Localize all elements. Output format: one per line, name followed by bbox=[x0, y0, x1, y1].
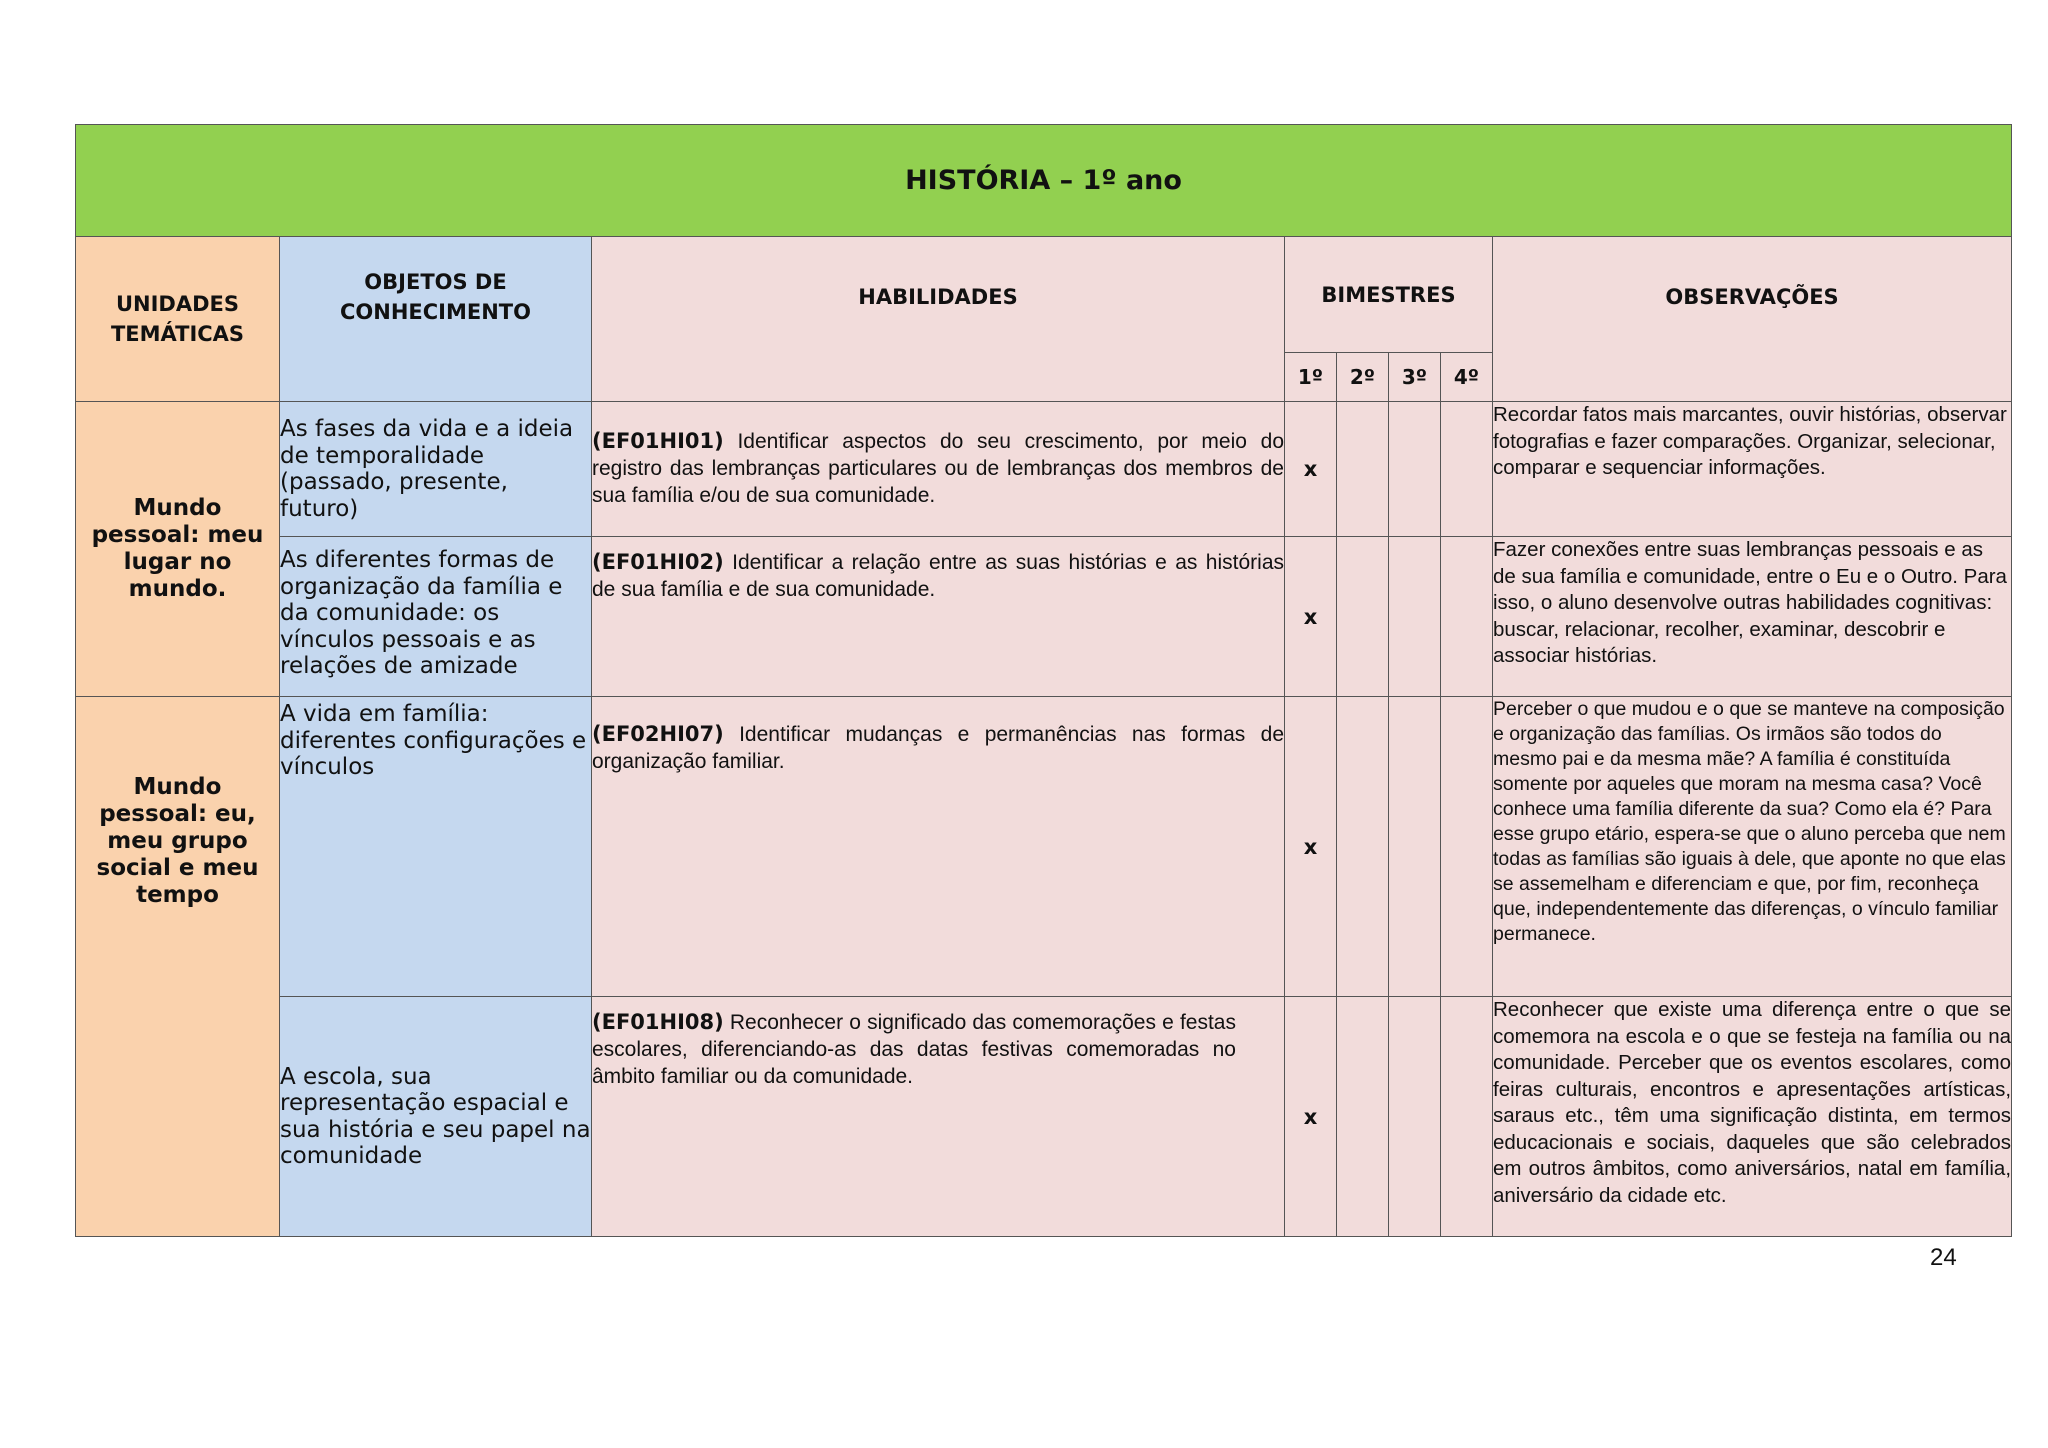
bimestre-3-cell bbox=[1389, 697, 1441, 997]
observacao-cell: Recordar fatos mais marcantes, ouvir histórias, observar fotografias e fazer comparações. Organizar, selecionar, comparar e sequenciar informações. bbox=[1493, 402, 2012, 537]
table-row bbox=[76, 402, 2012, 537]
header-objetos: OBJETOS DE CONHECIMENTO bbox=[280, 237, 592, 402]
habilidade-text: Reconhecer o significado das comemorações e festas escolares, diferenciando-as das datas festivas comemoradas no âmbito familiar ou da comunidade. bbox=[592, 1011, 1236, 1088]
observacao-cell: Fazer conexões entre suas lembranças pessoais e as de sua família e comunidade, entre o Eu e o Outro. Para isso, o aluno desenvolve outras habilidades cognitivas: buscar, relacionar, recolher, examinar, descobrir e associar histórias. bbox=[1493, 537, 2012, 697]
header-unidades: UNIDADES TEMÁTICAS bbox=[76, 237, 280, 402]
habilidade-cell bbox=[592, 402, 1285, 537]
page-number: 24 bbox=[1930, 1244, 1957, 1271]
bimestre-2-cell bbox=[1337, 697, 1389, 997]
bimestre-3-header: 3º bbox=[1389, 353, 1441, 402]
bimestre-3-cell bbox=[1389, 402, 1441, 537]
objeto-cell: A vida em família: diferentes configurações e vínculos bbox=[280, 697, 592, 997]
bimestre-1-header: 1º bbox=[1285, 353, 1337, 402]
bimestre-3-cell bbox=[1389, 537, 1441, 697]
bimestre-1-mark: x bbox=[1285, 997, 1337, 1237]
unit-mundo-pessoal-lugar: Mundo pessoal: meu lugar no mundo. bbox=[76, 402, 280, 697]
habilidade-text: Identificar mudanças e permanências nas formas de organização familiar. bbox=[592, 723, 1284, 773]
bimestre-2-cell bbox=[1337, 997, 1389, 1237]
header-habilidades: HABILIDADES bbox=[592, 237, 1285, 402]
bimestre-1-mark: x bbox=[1285, 697, 1337, 997]
bimestre-2-header: 2º bbox=[1337, 353, 1389, 402]
bimestre-4-cell bbox=[1441, 537, 1493, 697]
bimestre-4-cell bbox=[1441, 402, 1493, 537]
habilidade-code: (EF02HI07) bbox=[592, 722, 724, 746]
bimestre-1-mark: x bbox=[1285, 537, 1337, 697]
habilidade-text: Identificar aspectos do seu crescimento, por meio do registro das lembranças particulares ou de lembranças dos membros de sua família e/ou de sua comunidade. bbox=[592, 430, 1284, 507]
objeto-cell: As diferentes formas de organização da família e da comunidade: os vínculos pessoais e as relações de amizade bbox=[280, 537, 592, 697]
habilidade-cell bbox=[592, 537, 1285, 697]
observacao-cell: Reconhecer que existe uma diferença entre o que se comemora na escola e o que se festeja na família ou na comunidade. Perceber que os eventos escolares, como feiras culturais, encontros e apresentações artísticas, saraus etc., têm uma significação distinta, em termos educacionais e sociais, daqueles que são celebrados em outros âmbitos, como aniversários, natal em família, aniversário da cidade etc. bbox=[1493, 997, 2012, 1237]
bimestre-2-cell bbox=[1337, 402, 1389, 537]
habilidade-code: (EF01HI02) bbox=[592, 550, 724, 574]
unit-mundo-pessoal-tempo: Mundo pessoal: eu, meu grupo social e meu tempo bbox=[76, 697, 280, 1237]
objeto-cell: As fases da vida e a ideia de temporalidade (passado, presente, futuro) bbox=[280, 402, 592, 537]
table-row bbox=[76, 997, 2012, 1237]
bimestre-4-cell bbox=[1441, 697, 1493, 997]
curriculum-table bbox=[75, 124, 2012, 1237]
habilidade-cell bbox=[592, 997, 1285, 1237]
observacao-cell: Perceber o que mudou e o que se manteve na composição e organização das famílias. Os irmãos são todos do mesmo pai e da mesma mãe? A família é constituída somente por aqueles que moram na mesma casa? Você conhece uma família diferente da sua? Como ela é? Para esse grupo etário, espera-se que o aluno perceba que nem todas as famílias são iguais à dele, que aponte no que elas se assemelham e diferenciam e que, por fim, reconheça que, independentemente das diferenças, o vínculo familiar permanece. bbox=[1493, 697, 2012, 997]
header-observacoes: OBSERVAÇÕES bbox=[1493, 237, 2012, 402]
habilidade-text: Identificar a relação entre as suas histórias e as histórias de sua família e de sua comunidade. bbox=[592, 551, 1284, 601]
habilidade-code: (EF01HI01) bbox=[592, 429, 724, 453]
objeto-cell: A escola, sua representação espacial e sua história e seu papel na comunidade bbox=[280, 997, 592, 1237]
bimestre-4-header: 4º bbox=[1441, 353, 1493, 402]
header-bimestres: BIMESTRES bbox=[1285, 237, 1493, 353]
table-title: HISTÓRIA – 1º ano bbox=[76, 125, 2012, 237]
table-row bbox=[76, 697, 2012, 997]
table-row bbox=[76, 537, 2012, 697]
habilidade-code: (EF01HI08) bbox=[592, 1010, 724, 1034]
bimestre-2-cell bbox=[1337, 537, 1389, 697]
bimestre-4-cell bbox=[1441, 997, 1493, 1237]
bimestre-1-mark: x bbox=[1285, 402, 1337, 537]
habilidade-cell bbox=[592, 697, 1285, 997]
bimestre-3-cell bbox=[1389, 997, 1441, 1237]
